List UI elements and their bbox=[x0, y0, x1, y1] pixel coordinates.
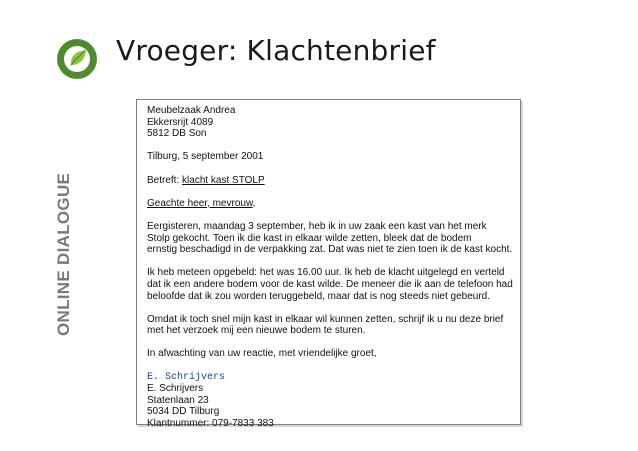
paragraph1-line: Eergisteren, maandag 3 september, heb ik in uw zaak een kast van het merk bbox=[147, 220, 487, 232]
salutation-text: Geachte heer, mevrouw bbox=[147, 197, 253, 209]
paragraph1-line: Stolp gekocht. Toen ik die kast in elkaar wilde zetten, bleek dat de bodem bbox=[147, 232, 472, 244]
subject-text: klacht kast STOLP bbox=[182, 174, 265, 186]
paragraph2-line: dat ik een andere bodem voor de kast wilde. De meneer die ik aan de telefoon had bbox=[147, 278, 513, 290]
closing-line: In afwachting van uw reactie, met vriendelijke groet, bbox=[147, 348, 377, 360]
date-line: Tilburg, 5 september 2001 bbox=[147, 151, 264, 163]
footer-postcode: 5034 DD Tilburg bbox=[147, 406, 220, 418]
subject-line bbox=[147, 175, 514, 187]
footer-name: E. Schrijvers bbox=[147, 383, 204, 395]
vertical-brand-label: ONLINE DIALOGUE bbox=[54, 172, 73, 336]
footer-street: Statenlaan 23 bbox=[147, 394, 209, 406]
letter-screenshot bbox=[136, 99, 521, 430]
signature: E. Schrijvers bbox=[147, 371, 226, 383]
sender-street: Ekkersrijt 4089 bbox=[147, 116, 214, 128]
customer-number: Klantnummer: 079-7833 383 bbox=[147, 418, 274, 430]
paragraph2-line: beloofde dat ik zou worden teruggebeld, maar dat is nog steeds niet gebeurd. bbox=[147, 290, 491, 302]
salutation bbox=[147, 198, 514, 210]
online-dialogue-logo-icon bbox=[56, 38, 98, 80]
salutation-comma: , bbox=[252, 197, 256, 209]
paragraph2-line: Ik heb meteen opgebeld: het was 16.00 uur. Ik heb de klacht uitgelegd en verteld bbox=[147, 267, 505, 279]
complaint-letter bbox=[147, 105, 514, 430]
slide-title: Vroeger: Klachtenbrief bbox=[116, 34, 436, 67]
paragraph1-line: ernstig beschadigd in de verpakking zat. Dat was niet te zien toen ik de kast kocht. bbox=[147, 244, 513, 256]
sender-postcode: 5812 DB Son bbox=[147, 128, 207, 140]
subject-prefix: Betreft: bbox=[147, 174, 180, 186]
paragraph3-line: Omdat ik toch snel mijn kast in elkaar wil kunnen zetten, schrijf ik u nu deze brief bbox=[147, 313, 504, 325]
sender-name: Meubelzaak Andrea bbox=[147, 105, 236, 116]
paragraph3-line: met het verzoek mij een nieuwe bodem te sturen. bbox=[147, 325, 366, 337]
